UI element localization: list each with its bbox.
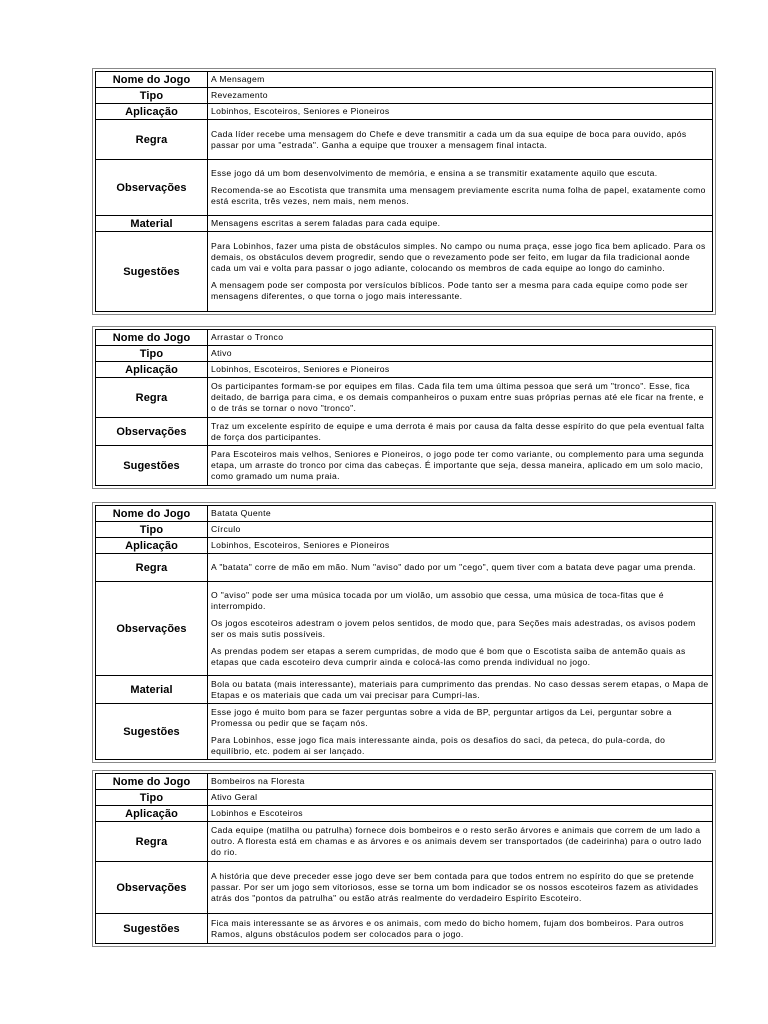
label-nome-do-jogo: Nome do Jogo bbox=[96, 506, 208, 522]
value-material: Mensagens escritas a serem faladas para cada equipe. bbox=[208, 216, 713, 232]
label-regra: Regra bbox=[96, 120, 208, 160]
paragraph: Os jogos escoteiros adestram o jovem pelos sentidos, de modo que, para Seções mais adestradas, os avisos podem ser os mais sutis possíveis. bbox=[211, 617, 696, 639]
paragraph: Esse jogo dá um bom desenvolvimento de memória, e ensina a se transmitir exatamente aquilo que escuta. bbox=[211, 168, 658, 178]
label-tipo: Tipo bbox=[96, 790, 208, 806]
value-tipo: Ativo bbox=[208, 346, 713, 362]
label-regra: Regra bbox=[96, 822, 208, 862]
value-regra: A "batata" corre de mão em mão. Num "aviso" dado por um "cego", quem tiver com a batata deve pagar uma prenda. bbox=[208, 554, 713, 582]
value-aplicacao: Lobinhos, Escoteiros, Seniores e Pioneiros bbox=[208, 104, 713, 120]
label-sugestoes: Sugestões bbox=[96, 446, 208, 486]
value-nome-do-jogo: A Mensagem bbox=[208, 72, 713, 88]
value-sugestoes: Para Escoteiros mais velhos, Seniores e Pioneiros, o jogo pode ter como variante, ou complemento para uma segunda etapa, um arraste do tronco por cima das cabeças. É importante que seja, dessa maneira, aplicado em um solo macio, como gramado um numa praia. bbox=[208, 446, 713, 486]
value-nome-do-jogo: Arrastar o Tronco bbox=[208, 330, 713, 346]
label-observacoes: Observações bbox=[96, 862, 208, 914]
value-aplicacao: Lobinhos, Escoteiros, Seniores e Pioneiros bbox=[208, 538, 713, 554]
value-sugestoes bbox=[208, 232, 713, 312]
value-aplicacao: Lobinhos e Escoteiros bbox=[208, 806, 713, 822]
game-table-a-mensagem bbox=[92, 68, 716, 315]
label-sugestoes: Sugestões bbox=[96, 232, 208, 312]
value-sugestoes bbox=[208, 704, 713, 760]
value-nome-do-jogo: Batata Quente bbox=[208, 506, 713, 522]
label-material: Material bbox=[96, 676, 208, 704]
label-nome-do-jogo: Nome do Jogo bbox=[96, 774, 208, 790]
paragraph: Recomenda-se ao Escotista que transmita uma mensagem previamente escrita numa folha de papel, exatamente como está escrita, três vezes, nem mais, nem menos. bbox=[211, 185, 706, 206]
value-observacoes bbox=[208, 160, 713, 216]
label-aplicacao: Aplicação bbox=[96, 104, 208, 120]
label-observacoes: Observações bbox=[96, 160, 208, 216]
label-material: Material bbox=[96, 216, 208, 232]
label-tipo: Tipo bbox=[96, 522, 208, 538]
label-regra: Regra bbox=[96, 554, 208, 582]
value-tipo: Ativo Geral bbox=[208, 790, 713, 806]
value-regra: Os participantes formam-se por equipes em filas. Cada fila tem uma última pessoa que será um "tronco". Esse, fica deitado, de barriga para cima, e os demais companheiros o puxam entre suas próprias pernas até ele ficar na frente, e o de trás se tornar o novo "tronco". bbox=[208, 378, 713, 418]
value-observacoes bbox=[208, 582, 713, 676]
paragraph: Para Lobinhos, fazer uma pista de obstáculos simples. No campo ou numa praça, esse jogo fica bem aplicado. Para os demais, os obstáculos devem progredir, sendo que o revezamento pode ser feito, em lugar da fila tradicional aonde cada um vai e volta para passar o jogo adiante, colocando os membros de cada equipe ao longo do caminho. bbox=[211, 241, 706, 273]
value-material: Bola ou batata (mais interessante), materiais para cumprimento das prendas. No caso dessas serem etapas, o Mapa de Etapas e os materiais que cada um vai precisar para Cumpri-las. bbox=[208, 676, 713, 704]
paragraph: Esse jogo é muito bom para se fazer perguntas sobre a vida de BP, perguntar artigos da Lei, perguntar sobre a Promessa ou pedir que se façam nós. bbox=[211, 706, 672, 728]
label-observacoes: Observações bbox=[96, 582, 208, 676]
label-nome-do-jogo: Nome do Jogo bbox=[96, 72, 208, 88]
paragraph: O "aviso" pode ser uma música tocada por um violão, um assobio que cessa, uma música de toca-fitas que é interrompido. bbox=[211, 589, 664, 611]
label-tipo: Tipo bbox=[96, 88, 208, 104]
label-tipo: Tipo bbox=[96, 346, 208, 362]
label-sugestoes: Sugestões bbox=[96, 704, 208, 760]
paragraph: Para Lobinhos, esse jogo fica mais interessante ainda, pois os desafios do saci, da peteca, do pula-corda, do equilíbrio, etc. podem ai ser lançado. bbox=[211, 734, 666, 756]
label-sugestoes: Sugestões bbox=[96, 914, 208, 944]
value-nome-do-jogo: Bombeiros na Floresta bbox=[208, 774, 713, 790]
value-tipo: Círculo bbox=[208, 522, 713, 538]
value-regra: Cada líder recebe uma mensagem do Chefe e deve transmitir a cada um da sua equipe de boca para ouvido, após passar por uma "estrada". Ganha a equipe que trouxer a mensagem final intacta. bbox=[208, 120, 713, 160]
value-observacoes: Traz um excelente espírito de equipe e uma derrota é mais por causa da falta desse espírito do que pela eventual falta de força dos participantes. bbox=[208, 418, 713, 446]
value-tipo: Revezamento bbox=[208, 88, 713, 104]
value-aplicacao: Lobinhos, Escoteiros, Seniores e Pioneiros bbox=[208, 362, 713, 378]
label-aplicacao: Aplicação bbox=[96, 362, 208, 378]
label-nome-do-jogo: Nome do Jogo bbox=[96, 330, 208, 346]
game-table-arrastar-o-tronco bbox=[92, 326, 716, 489]
value-sugestoes: Fica mais interessante se as árvores e os animais, com medo do bicho homem, fujam dos bombeiros. Para outros Ramos, alguns obstáculos podem ser colocados para o jogo. bbox=[208, 914, 713, 944]
game-table-batata-quente bbox=[92, 502, 716, 763]
value-observacoes: A história que deve preceder esse jogo deve ser bem contada para que todos entrem no espírito do que se pretende passar. Por ser um jogo sem vitoriosos, esse se torna um bom indicador se os nossos escoteiros fazem as atividades atrás dos "pontos da patrulha" ou estão atrás realmente do verdadeiro Espírito Escoteiro. bbox=[208, 862, 713, 914]
value-regra: Cada equipe (matilha ou patrulha) fornece dois bombeiros e o resto serão árvores e animais que correm de um lado a outro. A floresta está em chamas e as árvores e os animais devem ser transportados (de cadeirinha) para o outro lado do rio. bbox=[208, 822, 713, 862]
paragraph: As prendas podem ser etapas a serem cumpridas, de modo que é bom que o Escotista saiba de antemão quais as etapas que cada escoteiro deva cumprir ainda e colocá-las como prenda individual no jogo. bbox=[211, 645, 686, 667]
label-aplicacao: Aplicação bbox=[96, 538, 208, 554]
label-aplicacao: Aplicação bbox=[96, 806, 208, 822]
paragraph: A mensagem pode ser composta por versículos bíblicos. Pode tanto ser a mesma para cada equipe como pode ser mensagens diferentes, o que torna o jogo mais interessante. bbox=[211, 280, 688, 301]
label-regra: Regra bbox=[96, 378, 208, 418]
game-table-bombeiros-na-floresta bbox=[92, 770, 716, 947]
label-observacoes: Observações bbox=[96, 418, 208, 446]
